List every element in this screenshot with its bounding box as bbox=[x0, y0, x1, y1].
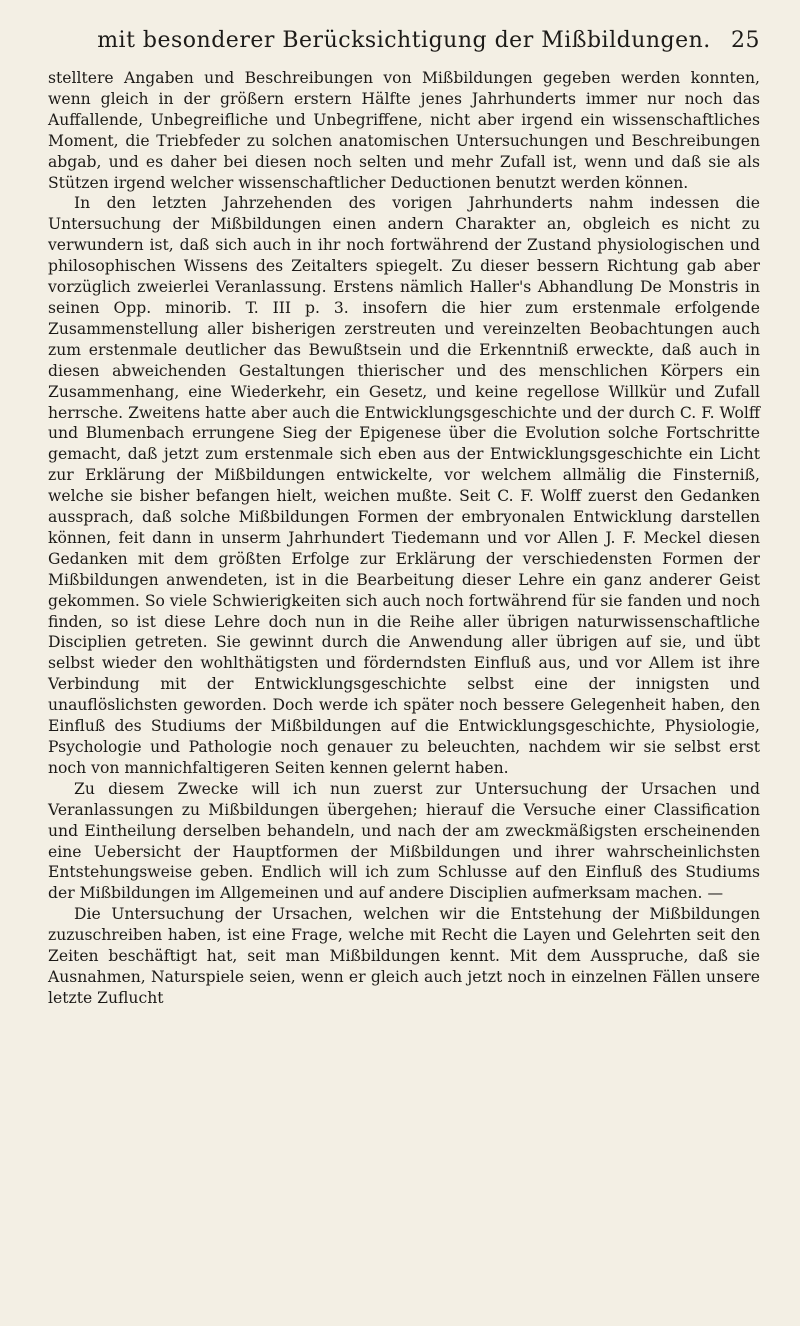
paragraph-continued: stelltere Angaben und Beschreibungen von Mißbildungen gegeben werden konnten, wenn gleich in der größern erstern Hälfte jenes Jahrhunderts immer nur noch das Auffallende, Unbegreifliche und Unbegriffene, nicht aber irgend ein wissenschaftliches Moment, die Triebfeder zu solchen anatomischen Untersuchungen und Beschreibungen abgab, und es daher bei diesen noch selten und mehr Zufall ist, wenn und daß sie als Stützen irgend welcher wissenschaftlicher Deductionen benutzt werden können. bbox=[48, 69, 760, 192]
paragraph: Zu diesem Zwecke will ich nun zuerst zur Untersuchung der Ursachen und Veranlassungen zu Mißbildungen übergehen; hierauf die Versuche einer Classification und Eintheilung derselben behandeln, und nach der am zweckmäßigsten erscheinenden eine Uebersicht der Hauptformen der Mißbildungen und ihrer wahrscheinlichsten Entstehungsweise geben. Endlich will ich zum Schlusse auf den Einfluß des Studiums der Mißbildungen im Allgemeinen und auf andere Disciplien aufmerksam machen. — bbox=[48, 779, 760, 903]
running-head bbox=[48, 26, 760, 64]
paragraph: In den letzten Jahrzehenden des vorigen Jahrhunderts nahm indessen die Untersuchung der Mißbildungen einen andern Charakter an, obgleich es nicht zu verwundern ist, daß sich auch in ihr noch fortwährend der Zustand physiologischen und philosophischen Wissens des Zeitalters spiegelt. Zu dieser bessern Richtung gab aber vorzüglich zweierlei Veranlassung. Erstens nämlich Haller's Abhandlung De Monstris in seinen Opp. minorib. T. III p. 3. insofern die hier zum erstenmale erfolgende Zusammenstellung aller bisherigen zerstreuten und vereinzelten Beobachtungen auch zum erstenmale deutlicher das Bewußtsein und die Erkenntniß erweckte, daß auch in diesen abweichenden Gestaltungen thierischer und des menschlichen Körpers ein Zusammenhang, eine Wiederkehr, ein Gesetz, und keine regellose Willkür und Zufall herrsche. Zweitens hatte aber auch die Entwicklungsgeschichte und der durch C. F. Wolff und Blumenbach errungene Sieg der Epigenese über die Evolution solche Fortschritte gemacht, daß jetzt zum erstenmale sich eben aus der Entwicklungsgeschichte ein Licht zur Erklärung der Mißbildungen entwickelte, vor welchem allmälig die Finsterniß, welche sie bisher befangen hielt, weichen mußte. Seit C. F. Wolff zuerst den Gedanken aussprach, daß solche Mißbildungen Formen der embryonalen Entwicklung darstellen können, feit dann in unserm Jahrhundert Tiedemann und vor Allen J. F. Meckel diesen Gedanken mit dem größten Erfolge zur Erklärung der verschiedensten Formen der Mißbildungen anwendeten, ist in die Bearbeitung dieser Lehre ein ganz anderer Geist gekommen. So viele Schwierigkeiten sich auch noch fortwährend für sie fanden und noch finden, so ist diese Lehre doch nun in die Reihe aller übrigen naturwissenschaftliche Disciplien getreten. Sie gewinnt durch die Anwendung aller übrigen auf sie, und übt selbst wieder den wohlthätigsten und förderndsten Einfluß aus, und vor Allem ist ihre Verbindung mit der Entwicklungsgeschichte selbst eine der innigsten und unauflöslichsten geworden. Doch werde ich später noch bessere Gelegenheit haben, den Einfluß des Studiums der Mißbildungen auf die Entwicklungsgeschichte, Physiologie, Psychologie und Pathologie noch genauer zu beleuchten, nachdem wir sie selbst erst noch von mannichfaltigeren Seiten kennen gelernt haben. bbox=[48, 194, 760, 777]
running-title: mit besonderer Berücksichtigung der Mißbildungen. bbox=[97, 28, 711, 53]
body-text bbox=[48, 68, 760, 1009]
paragraph: Die Untersuchung der Ursachen, welchen wir die Entstehung der Mißbildungen zuzuschreiben haben, ist eine Frage, welche mit Recht die Layen und Gelehrten seit den Zeiten beschäftigt hat, seit man Mißbildungen kennt. Mit dem Ausspruche, daß sie Ausnahmen, Naturspiele seien, wenn er gleich auch jetzt noch in einzelnen Fällen unsere letzte Zuflucht bbox=[48, 905, 760, 1007]
page-number: 25 bbox=[731, 28, 760, 53]
